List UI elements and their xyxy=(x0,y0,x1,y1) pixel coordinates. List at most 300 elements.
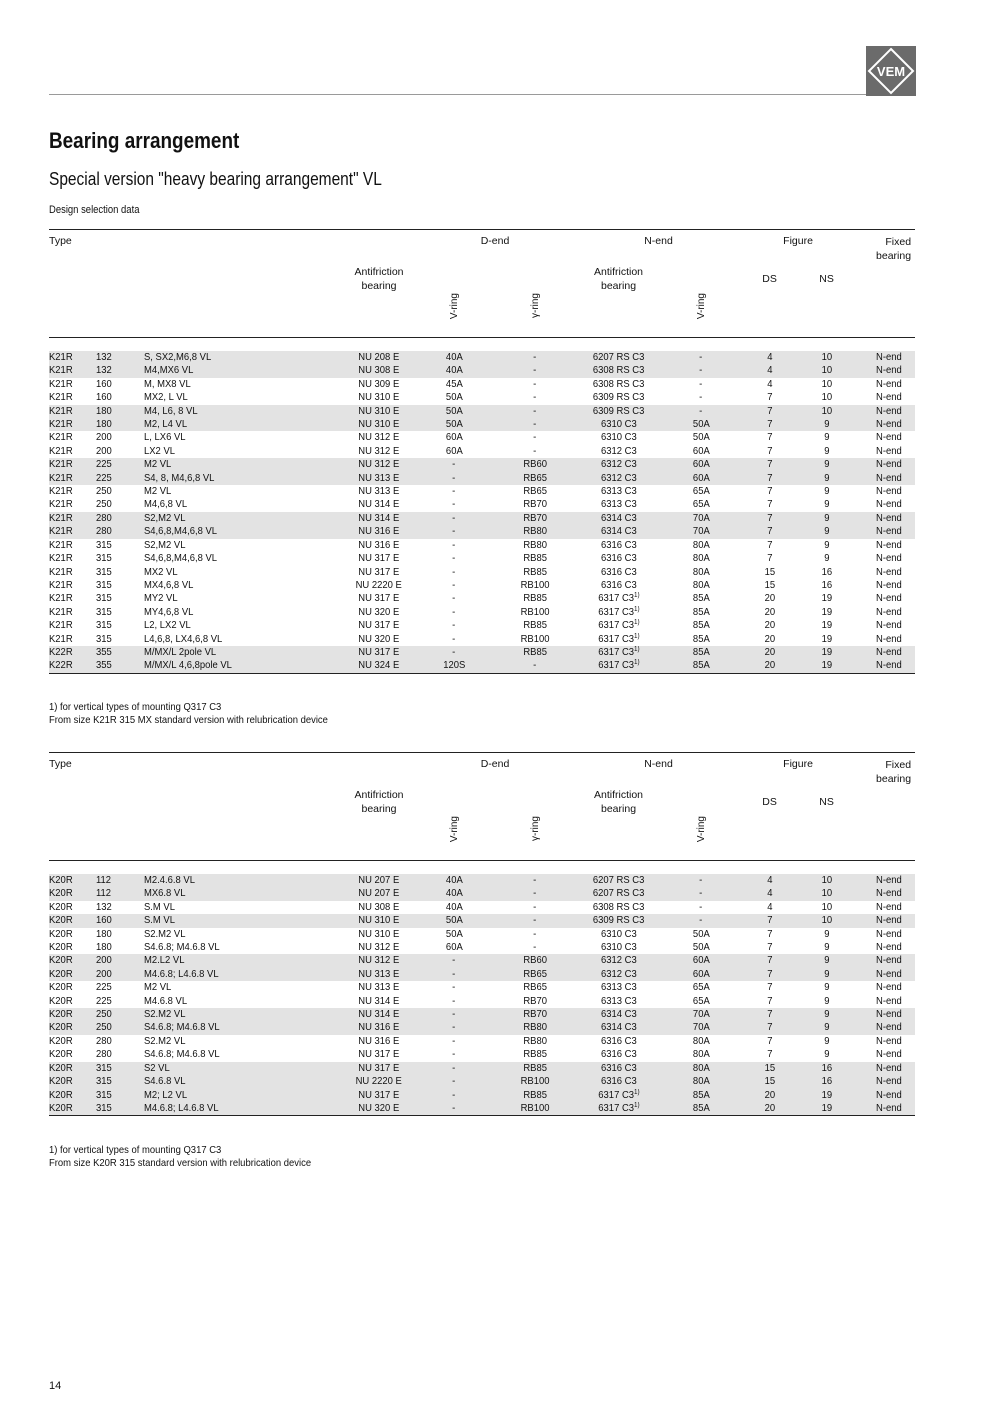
cell-v-ring-d xyxy=(414,525,494,538)
cell-text: - xyxy=(533,444,537,457)
cell-text: K22R xyxy=(49,645,73,658)
cell-text: K20R xyxy=(49,1061,73,1074)
cell-type xyxy=(49,874,96,887)
cell-antifriction-d xyxy=(344,445,414,458)
cell-fixed-bearing xyxy=(855,525,915,538)
cell-text: LX2 VL xyxy=(144,444,176,457)
cell-gamma-ring-d xyxy=(494,981,576,994)
cell-fixed-bearing xyxy=(855,1089,915,1102)
cell-v-ring-d xyxy=(414,539,494,552)
logo-text: VEM xyxy=(876,64,906,79)
cell-antifriction-d xyxy=(344,928,414,941)
header-ns: NS xyxy=(819,796,834,808)
cell-text: 7 xyxy=(766,1048,773,1061)
table-row xyxy=(49,1075,915,1088)
cell-text: 50A xyxy=(445,927,463,940)
cell-v-ring-n xyxy=(661,592,741,605)
cell-text: M4.6.8 VL xyxy=(144,994,188,1007)
cell-text: M4.6.8; L4.6.8 VL xyxy=(144,967,219,980)
cell-v-ring-n xyxy=(661,405,741,418)
cell-text: 160 xyxy=(96,391,112,404)
cell-variant xyxy=(144,418,344,431)
cell-variant xyxy=(144,1008,344,1021)
cell-ds xyxy=(741,941,798,954)
cell-v-ring-n xyxy=(661,619,741,632)
header-ds: DS xyxy=(762,273,777,285)
cell-text: RB85 xyxy=(523,619,547,632)
cell-text: NU 308 E xyxy=(358,364,400,377)
cell-v-ring-n xyxy=(661,914,741,927)
cell-gamma-ring-d xyxy=(494,941,576,954)
cell-ns xyxy=(798,928,855,941)
cell-text: 6317 C3$^{1)}$ xyxy=(597,605,640,618)
cell-ds xyxy=(741,1035,798,1048)
cell-text: - xyxy=(452,538,456,551)
cell-text: 225 xyxy=(96,994,112,1007)
cell-antifriction-n xyxy=(576,874,661,887)
cell-text: NU 207 E xyxy=(358,874,400,886)
table-row xyxy=(49,405,915,418)
header-fixed-bearing: Fixed bearing xyxy=(855,753,915,789)
cell-type xyxy=(49,968,96,981)
cell-variant xyxy=(144,954,344,967)
cell-gamma-ring-d xyxy=(494,901,576,914)
cell-ns xyxy=(798,1102,855,1116)
table-row xyxy=(49,606,915,619)
cell-ds xyxy=(741,592,798,605)
cell-text: 6312 C3 xyxy=(600,967,637,980)
cell-text: 20 xyxy=(764,1101,775,1114)
cell-text: RB80 xyxy=(523,1034,547,1047)
cell-text: K20R xyxy=(49,874,73,886)
cell-v-ring-d xyxy=(414,458,494,471)
cell-text: N-end xyxy=(876,431,903,444)
cell-size xyxy=(96,914,144,927)
cell-text: 160 xyxy=(96,914,112,927)
cell-text: K21R xyxy=(49,458,73,471)
cell-text: 280 xyxy=(96,511,112,524)
cell-variant xyxy=(144,1021,344,1034)
cell-text: NU 314 E xyxy=(358,994,400,1007)
cell-size xyxy=(96,995,144,1008)
cell-antifriction-n xyxy=(576,981,661,994)
cell-v-ring-n xyxy=(661,981,741,994)
cell-text: N-end xyxy=(876,1048,903,1061)
cell-text: 7 xyxy=(766,431,773,444)
cell-ns xyxy=(798,981,855,994)
cell-text: N-end xyxy=(876,1061,903,1074)
cell-text: NU 2220 E xyxy=(355,1075,403,1088)
cell-type xyxy=(49,566,96,579)
cell-ns xyxy=(798,418,855,431)
cell-text: 50A xyxy=(692,941,710,954)
cell-v-ring-n xyxy=(661,887,741,900)
cell-text: 6316 C3 xyxy=(600,1034,637,1047)
cell-variant xyxy=(144,364,344,377)
cell-text: N-end xyxy=(876,981,903,994)
cell-ns xyxy=(798,405,855,418)
cell-text: 4 xyxy=(766,900,773,913)
cell-ns xyxy=(798,525,855,538)
cell-text: - xyxy=(452,511,456,524)
cell-text: - xyxy=(533,887,537,900)
cell-variant xyxy=(144,928,344,941)
cell-antifriction-n xyxy=(576,364,661,377)
cell-text: K20R xyxy=(49,1048,73,1061)
cell-size xyxy=(96,968,144,981)
cell-v-ring-n xyxy=(661,1075,741,1088)
cell-gamma-ring-d xyxy=(494,887,576,900)
cell-size xyxy=(96,485,144,498)
cell-size xyxy=(96,633,144,646)
cell-text: MX2, L VL xyxy=(144,391,188,404)
cell-text: S2 VL xyxy=(144,1061,170,1074)
cell-size xyxy=(96,512,144,525)
cell-antifriction-d xyxy=(344,391,414,404)
table-row xyxy=(49,928,915,941)
cell-text: NU 310 E xyxy=(358,418,400,431)
table-row xyxy=(49,1035,915,1048)
cell-v-ring-n xyxy=(661,954,741,967)
cell-v-ring-d xyxy=(414,1089,494,1102)
cell-text: N-end xyxy=(876,592,903,605)
cell-antifriction-d xyxy=(344,431,414,444)
cell-fixed-bearing xyxy=(855,995,915,1008)
cell-fixed-bearing xyxy=(855,592,915,605)
cell-text: 6308 RS C3 xyxy=(592,364,645,377)
cell-text: 70A xyxy=(692,1021,710,1034)
cell-fixed-bearing xyxy=(855,1048,915,1061)
cell-v-ring-n xyxy=(661,941,741,954)
cell-text: M2; L2 VL xyxy=(144,1088,188,1101)
cell-text: 4 xyxy=(766,364,773,377)
cell-text: 9 xyxy=(823,1034,830,1047)
cell-text: 7 xyxy=(766,538,773,551)
cell-gamma-ring-d xyxy=(494,1062,576,1075)
cell-text: 60A xyxy=(692,954,710,967)
cell-size xyxy=(96,1035,144,1048)
cell-text: 6310 C3 xyxy=(600,941,637,954)
cell-text: RB85 xyxy=(523,565,547,578)
cell-ds xyxy=(741,405,798,418)
cell-text: 280 xyxy=(96,1034,112,1047)
table-row xyxy=(49,1048,915,1061)
cell-antifriction-d xyxy=(344,1048,414,1061)
cell-v-ring-d xyxy=(414,1075,494,1088)
cell-antifriction-d xyxy=(344,914,414,927)
cell-text: N-end xyxy=(876,645,903,658)
cell-antifriction-d xyxy=(344,512,414,525)
cell-antifriction-d xyxy=(344,498,414,511)
header-d-end: D-end xyxy=(414,753,576,789)
cell-type xyxy=(49,914,96,927)
cell-text: N-end xyxy=(876,458,903,471)
cell-text: K20R xyxy=(49,941,73,954)
cell-text: K20R xyxy=(49,981,73,994)
table-row xyxy=(49,431,915,444)
cell-v-ring-d xyxy=(414,954,494,967)
cell-ns xyxy=(798,914,855,927)
spacer-row xyxy=(49,338,915,352)
cell-text: 7 xyxy=(766,444,773,457)
cell-ns xyxy=(798,1035,855,1048)
cell-text: N-end xyxy=(876,351,903,363)
cell-fixed-bearing xyxy=(855,1035,915,1048)
cell-v-ring-d xyxy=(414,351,494,364)
cell-type xyxy=(49,928,96,941)
cell-text: 200 xyxy=(96,444,112,457)
header-gamma-ring-d: γ-ring xyxy=(529,293,541,319)
cell-text: - xyxy=(699,874,703,886)
cell-ds xyxy=(741,1008,798,1021)
cell-text: NU 308 E xyxy=(358,900,400,913)
cell-text: NU 310 E xyxy=(358,927,400,940)
cell-text: RB100 xyxy=(520,605,550,618)
cell-variant xyxy=(144,351,344,364)
cell-type xyxy=(49,525,96,538)
cell-text: 20 xyxy=(764,645,775,658)
table-row xyxy=(49,619,915,632)
cell-text: K21R xyxy=(49,404,73,417)
cell-text: K21R xyxy=(49,485,73,498)
table-row xyxy=(49,445,915,458)
header-type: Type xyxy=(49,753,96,789)
cell-gamma-ring-d xyxy=(494,928,576,941)
cell-text: 85A xyxy=(692,645,710,658)
cell-text: 85A xyxy=(692,1088,710,1101)
cell-v-ring-d xyxy=(414,914,494,927)
cell-text: 50A xyxy=(692,431,710,444)
cell-gamma-ring-d xyxy=(494,458,576,471)
cell-v-ring-n xyxy=(661,1021,741,1034)
cell-text: 6317 C3$^{1)}$ xyxy=(597,645,640,658)
cell-text: 315 xyxy=(96,1088,112,1101)
cell-text: 85A xyxy=(692,659,710,672)
cell-text: 315 xyxy=(96,1075,112,1088)
cell-v-ring-n xyxy=(661,1008,741,1021)
cell-text: 19 xyxy=(821,632,832,645)
cell-text: 10 xyxy=(821,364,832,377)
cell-size xyxy=(96,364,144,377)
cell-gamma-ring-d xyxy=(494,968,576,981)
cell-text: - xyxy=(452,498,456,511)
cell-variant xyxy=(144,512,344,525)
cell-text: 6309 RS C3 xyxy=(592,391,645,404)
table-row xyxy=(49,914,915,927)
footnote-1: 1) for vertical types of mounting Q317 C3 xyxy=(49,701,222,713)
cell-ds xyxy=(741,472,798,485)
cell-text: 7 xyxy=(766,525,773,538)
table-row xyxy=(49,498,915,511)
cell-ns xyxy=(798,445,855,458)
cell-fixed-bearing xyxy=(855,914,915,927)
cell-text: 60A xyxy=(692,471,710,484)
cell-text: - xyxy=(533,351,537,363)
cell-ds xyxy=(741,485,798,498)
header-antifriction-bearing-n: Antifriction bearing xyxy=(594,789,644,815)
cell-ds xyxy=(741,418,798,431)
cell-text: 7 xyxy=(766,404,773,417)
cell-text: 4 xyxy=(766,874,773,886)
cell-text: N-end xyxy=(876,1008,903,1021)
cell-text: 20 xyxy=(764,659,775,672)
cell-text: 50A xyxy=(445,404,463,417)
cell-v-ring-n xyxy=(661,498,741,511)
cell-type xyxy=(49,954,96,967)
cell-fixed-bearing xyxy=(855,418,915,431)
cell-antifriction-d xyxy=(344,579,414,592)
cell-text: RB60 xyxy=(523,458,547,471)
table-row xyxy=(49,566,915,579)
footnote-1: 1) for vertical types of mounting Q317 C3 xyxy=(49,1144,222,1156)
cell-text: N-end xyxy=(876,967,903,980)
cell-text: - xyxy=(533,900,537,913)
cell-text: N-end xyxy=(876,994,903,1007)
cell-v-ring-n xyxy=(661,1035,741,1048)
cell-ds xyxy=(741,995,798,1008)
cell-text: - xyxy=(452,552,456,565)
cell-text: 85A xyxy=(692,619,710,632)
cell-v-ring-d xyxy=(414,498,494,511)
cell-text: RB85 xyxy=(523,1061,547,1074)
cell-variant xyxy=(144,659,344,673)
cell-text: 280 xyxy=(96,525,112,538)
cell-type xyxy=(49,646,96,659)
cell-text: - xyxy=(533,404,537,417)
cell-size xyxy=(96,1102,144,1116)
cell-text: 6313 C3 xyxy=(600,994,637,1007)
cell-text: 7 xyxy=(766,418,773,431)
cell-antifriction-d xyxy=(344,1035,414,1048)
footnote-marker: 1) xyxy=(633,659,640,667)
cell-ds xyxy=(741,928,798,941)
cell-text: 9 xyxy=(823,418,830,431)
cell-text: 9 xyxy=(823,525,830,538)
cell-text: 315 xyxy=(96,565,112,578)
cell-text: 7 xyxy=(766,954,773,967)
cell-text: RB85 xyxy=(523,552,547,565)
cell-text: NU 320 E xyxy=(358,632,400,645)
cell-variant xyxy=(144,431,344,444)
cell-text: 9 xyxy=(823,471,830,484)
cell-text: NU 208 E xyxy=(358,351,400,363)
cell-variant xyxy=(144,914,344,927)
cell-text: N-end xyxy=(876,485,903,498)
cell-ns xyxy=(798,512,855,525)
cell-text: M4, L6, 8 VL xyxy=(144,404,198,417)
cell-text: K21R xyxy=(49,605,73,618)
cell-text: 20 xyxy=(764,1088,775,1101)
cell-antifriction-n xyxy=(576,472,661,485)
cell-size xyxy=(96,981,144,994)
cell-variant xyxy=(144,1075,344,1088)
cell-ds xyxy=(741,579,798,592)
cell-text: 6309 RS C3 xyxy=(592,914,645,927)
cell-antifriction-n xyxy=(576,566,661,579)
cell-ds xyxy=(741,1062,798,1075)
cell-v-ring-n xyxy=(661,1102,741,1116)
cell-variant xyxy=(144,941,344,954)
cell-text: 7 xyxy=(766,941,773,954)
cell-text: K22R xyxy=(49,659,73,672)
cell-text: S2.M2 VL xyxy=(144,1034,186,1047)
cell-text: N-end xyxy=(876,941,903,954)
cell-text: 20 xyxy=(764,605,775,618)
cell-text: RB65 xyxy=(523,471,547,484)
cell-fixed-bearing xyxy=(855,1008,915,1021)
cell-v-ring-d xyxy=(414,646,494,659)
footnote-marker: 1) xyxy=(633,1088,640,1096)
cell-text: K21R xyxy=(49,498,73,511)
cell-text: - xyxy=(699,914,703,927)
cell-size xyxy=(96,351,144,364)
footnote-marker: 1) xyxy=(633,592,640,600)
cell-type xyxy=(49,472,96,485)
cell-variant xyxy=(144,995,344,1008)
cell-text: 112 xyxy=(96,874,112,886)
cell-text: 45A xyxy=(445,377,463,390)
cell-text: - xyxy=(452,967,456,980)
cell-text: 6316 C3 xyxy=(600,538,637,551)
cell-text: 9 xyxy=(823,981,830,994)
cell-text: 6308 RS C3 xyxy=(592,377,645,390)
cell-text: - xyxy=(452,578,456,591)
cell-text: - xyxy=(452,1088,456,1101)
cell-text: N-end xyxy=(876,954,903,967)
cell-text: K21R xyxy=(49,565,73,578)
cell-antifriction-n xyxy=(576,1102,661,1116)
cell-type xyxy=(49,351,96,364)
cell-text: K20R xyxy=(49,900,73,913)
cell-text: N-end xyxy=(876,632,903,645)
cell-fixed-bearing xyxy=(855,579,915,592)
cell-text: K20R xyxy=(49,1021,73,1034)
cell-type xyxy=(49,1062,96,1075)
cell-text: N-end xyxy=(876,605,903,618)
cell-v-ring-n xyxy=(661,968,741,981)
cell-antifriction-n xyxy=(576,592,661,605)
table-row xyxy=(49,887,915,900)
cell-text: NU 320 E xyxy=(358,605,400,618)
cell-v-ring-d xyxy=(414,981,494,994)
header-v-ring-n: V-ring xyxy=(695,293,707,320)
cell-text: 6316 C3 xyxy=(600,552,637,565)
cell-text: K20R xyxy=(49,1088,73,1101)
cell-variant xyxy=(144,1102,344,1116)
cell-text: K21R xyxy=(49,525,73,538)
cell-text: 60A xyxy=(692,967,710,980)
cell-fixed-bearing xyxy=(855,364,915,377)
cell-variant xyxy=(144,525,344,538)
cell-text: - xyxy=(452,1034,456,1047)
cell-text: 15 xyxy=(764,1075,775,1088)
cell-text: 40A xyxy=(445,887,463,900)
cell-size xyxy=(96,901,144,914)
cell-antifriction-n xyxy=(576,659,661,673)
cell-ns xyxy=(798,954,855,967)
header-gamma-ring-d: γ-ring xyxy=(529,816,541,842)
cell-text: M2 VL xyxy=(144,485,172,498)
cell-size xyxy=(96,552,144,565)
footnote-marker: 1) xyxy=(633,619,640,627)
cell-gamma-ring-d xyxy=(494,1102,576,1116)
cell-ds xyxy=(741,525,798,538)
cell-text: K21R xyxy=(49,418,73,431)
cell-text: 315 xyxy=(96,552,112,565)
cell-text: 9 xyxy=(823,954,830,967)
cell-text: 80A xyxy=(692,1048,710,1061)
cell-ns xyxy=(798,566,855,579)
